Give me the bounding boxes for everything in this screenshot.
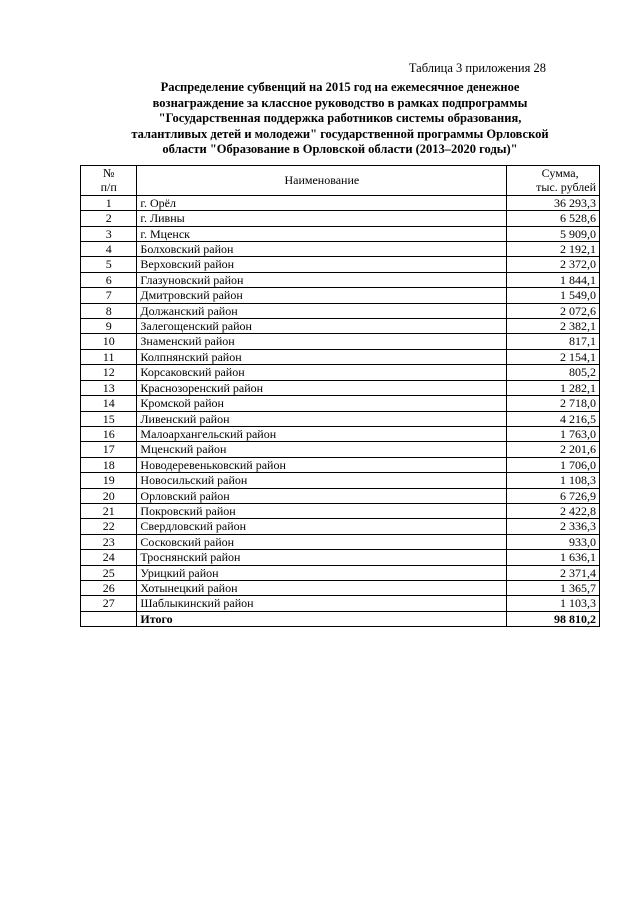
table-row [81,488,600,503]
table-header-row [81,166,600,196]
title-line: талантливых детей и молодежи" государственной программы Орловской [131,126,549,141]
row-number: 20 [81,488,137,503]
row-number: 17 [81,442,137,457]
header-num [81,166,137,196]
row-name: Кромской район [137,396,507,411]
table-row [81,550,600,565]
row-number: 1 [81,195,137,210]
row-name: Орловский район [137,488,507,503]
row-sum: 6 528,6 [507,211,600,226]
row-name: Мценский район [137,442,507,457]
title-line: вознаграждение за классное руководство в рамках подпрограммы [152,95,528,110]
table-row [81,334,600,349]
row-sum: 817,1 [507,334,600,349]
row-name: Болховский район [137,242,507,257]
row-name: г. Ливны [137,211,507,226]
row-number: 7 [81,288,137,303]
row-number: 16 [81,426,137,441]
row-number: 11 [81,349,137,364]
row-number: 12 [81,365,137,380]
table-row [81,473,600,488]
header-sum-line2: тыс. рублей [536,180,596,195]
header-num-line2: п/п [100,180,117,195]
row-number: 8 [81,303,137,318]
table-row [81,288,600,303]
row-name: Свердловский район [137,519,507,534]
table-row [81,534,600,549]
header-sum [507,166,600,196]
row-sum: 1 636,1 [507,550,600,565]
row-name: Троснянский район [137,550,507,565]
row-sum: 1 549,0 [507,288,600,303]
row-sum: 2 422,8 [507,503,600,518]
table-row [81,580,600,595]
table-row [81,426,600,441]
row-sum: 1 706,0 [507,457,600,472]
table-row [81,319,600,334]
row-number: 14 [81,396,137,411]
row-number: 3 [81,226,137,241]
row-sum: 6 726,9 [507,488,600,503]
table-row [81,242,600,257]
table-row [81,211,600,226]
table-row [81,442,600,457]
table-row [81,365,600,380]
table-row [81,257,600,272]
table-row [81,596,600,611]
row-sum: 1 282,1 [507,380,600,395]
title-line: Распределение субвенций на 2015 год на ежемесячное денежное [160,80,520,94]
row-name: Новосильский район [137,473,507,488]
row-number: 6 [81,272,137,287]
row-sum: 805,2 [507,365,600,380]
subsidy-table [80,165,600,627]
row-number: 27 [81,596,137,611]
row-name: Покровский район [137,503,507,518]
row-number: 15 [81,411,137,426]
row-name: г. Орёл [137,195,507,210]
row-number: 24 [81,550,137,565]
row-name: Новодеревеньковский район [137,457,507,472]
row-sum: 1 763,0 [507,426,600,441]
row-sum: 2 192,1 [507,242,600,257]
row-number: 2 [81,211,137,226]
row-number: 5 [81,257,137,272]
table-row [81,396,600,411]
row-sum: 2 371,4 [507,565,600,580]
row-number: 25 [81,565,137,580]
row-name: Дмитровский район [137,288,507,303]
header-sum-line1: Сумма, [541,166,579,180]
document-title [80,80,600,158]
table-row [81,349,600,364]
total-sum: 98 810,2 [507,611,600,626]
table-row [81,195,600,210]
header-num-line1: № [102,166,115,180]
row-number: 13 [81,380,137,395]
row-sum: 2 718,0 [507,396,600,411]
total-label: Итого [137,611,507,626]
total-row [81,611,600,626]
table-row [81,457,600,472]
table-row [81,503,600,518]
table-row [81,226,600,241]
row-number: 9 [81,319,137,334]
table-row [81,411,600,426]
total-number [81,611,137,626]
row-name: Ливенский район [137,411,507,426]
title-line: области "Образование в Орловской области (2013–2020 годы)" [162,142,518,156]
table-caption: Таблица 3 приложения 28 [408,61,546,75]
row-sum: 2 382,1 [507,319,600,334]
row-sum: 1 108,3 [507,473,600,488]
row-sum: 4 216,5 [507,411,600,426]
row-sum: 1 365,7 [507,580,600,595]
row-name: Шаблыкинский район [137,596,507,611]
header-name: Наименование [137,166,507,196]
row-name: Глазуновский район [137,272,507,287]
row-number: 23 [81,534,137,549]
row-name: Малоархангельский район [137,426,507,441]
row-sum: 2 336,3 [507,519,600,534]
row-number: 22 [81,519,137,534]
row-name: Хотынецкий район [137,580,507,595]
table-row [81,565,600,580]
table-row [81,272,600,287]
row-name: Краснозоренский район [137,380,507,395]
row-sum: 1 103,3 [507,596,600,611]
row-name: Залегощенский район [137,319,507,334]
row-sum: 1 844,1 [507,272,600,287]
row-name: Верховский район [137,257,507,272]
table-body [81,195,600,626]
row-sum: 2 072,6 [507,303,600,318]
row-number: 4 [81,242,137,257]
title-line: "Государственная поддержка работников системы образования, [158,111,522,125]
row-name: г. Мценск [137,226,507,241]
row-number: 10 [81,334,137,349]
table-row [81,303,600,318]
row-name: Колпнянский район [137,349,507,364]
row-sum: 2 372,0 [507,257,600,272]
row-sum: 36 293,3 [507,195,600,210]
row-name: Должанский район [137,303,507,318]
row-name: Урицкий район [137,565,507,580]
row-name: Сосковский район [137,534,507,549]
row-sum: 5 909,0 [507,226,600,241]
table-row [81,519,600,534]
row-sum: 933,0 [507,534,600,549]
row-number: 18 [81,457,137,472]
row-name: Знаменский район [137,334,507,349]
row-sum: 2 201,6 [507,442,600,457]
row-sum: 2 154,1 [507,349,600,364]
row-number: 26 [81,580,137,595]
table-row [81,380,600,395]
row-number: 19 [81,473,137,488]
row-name: Корсаковский район [137,365,507,380]
row-number: 21 [81,503,137,518]
